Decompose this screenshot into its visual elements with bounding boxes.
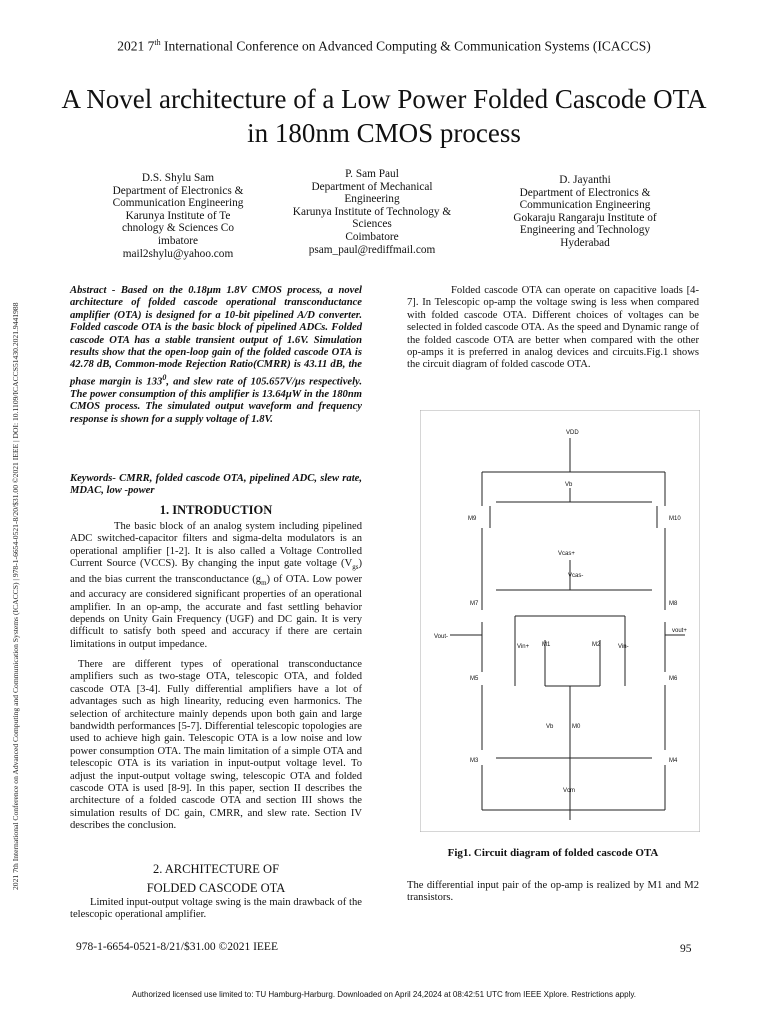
author-name: D.S. Shylu Sam (141, 172, 215, 184)
label-m8: M8 (669, 601, 678, 607)
label-vcas-minus: Vcas- (568, 573, 584, 579)
label-m4: M4 (669, 758, 678, 764)
author-affiliation-line: Department of Mechanical (311, 180, 433, 193)
right-paragraph-1: Folded cascode OTA can operate on capacitive loads [4-7]. In Telescopic op-amp the voltage swing is less when compared with folded cascode OTA. Different choices of voltages can be selected in folded cascode OTA. As the speed and Dynamic range of the folded cascode OTA are better when compared with the other op-amps it is preferred in analog devices and circuits.Fig.1 shows the circuit diagram of folded cascode OTA. (407, 285, 699, 371)
author-affiliation-line: Hyderabad (560, 236, 610, 249)
license-notice: Authorized licensed use limited to: TU Hamburg-Harburg. Downloaded on April 24,2024 at 08:42:51 UTC from IEEE Xplore. Restrictions apply. (132, 990, 636, 999)
author-email: psam_paul@rediffmail.com (308, 243, 436, 256)
circuit-diagram (420, 410, 700, 832)
label-m6: M6 (669, 676, 678, 682)
label-vcm: Vcm (563, 788, 575, 794)
section-heading-line: 2. ARCHITECTURE OF (152, 862, 280, 876)
author-name: P. Sam Paul (345, 168, 399, 180)
author-affiliation-line: Engineering (344, 193, 400, 206)
side-identifier: 2021 7th International Conference on Advanced Computing and Communication Systems (ICACCS) | 978-1-6654-0521-8/20/$31.00 ©2021 IEEE | DOI: 10.1109/ICACCS51430.2021.9441988 (11, 302, 20, 890)
label-vin-minus: Vin- (618, 644, 629, 650)
label-m0: M0 (572, 724, 581, 730)
label-m10: M10 (669, 516, 681, 522)
paper-title: A Novel architecture of a Low Power Folded Cascode OTA in 180nm CMOS process (61, 84, 707, 148)
label-vout-minus: Vout- (434, 634, 449, 640)
author-affiliation-line: imbatore (157, 234, 199, 247)
label-m2: M2 (592, 642, 601, 648)
author-email: mail2shylu@yahoo.com (122, 247, 234, 260)
architecture-paragraph: Limited input-output voltage swing is the main drawback of the telescopic operational amplifier. (70, 897, 362, 921)
author-affiliation-line: Department of Electronics & (112, 184, 244, 197)
author-block-3 (486, 174, 684, 250)
label-vout-plus: vout+ (672, 628, 687, 634)
label-vcas-plus: Vcas+ (558, 551, 575, 557)
footer-copyright: 978-1-6654-0521-8/21/$31.00 ©2021 IEEE (76, 941, 278, 953)
intro-paragraph-2: There are different types of operational transconductance amplifiers such as two-stage OTA, telescopic OTA, and folded cascode OTA [3-4]. Fully differential amplifiers have a lot of advantages such as high linearity, reducing even harmonics. The selection of architecture mainly depends upon both gain and large bandwidth performances [5-7]. Differential telescopic topologies are used to achieve high gain. Telescopic OTA is a low noise and low power consumption OTA. The main limitation of a simple OTA and telescopic OTA is its variation in input-output voltage level. To adjust the input-output voltage swing, telescopic OTA and folded cascode OTA is used [8-9]. In this paper, section II describes the architecture of a folded cascode OTA and section III shows the simulation results of DC gain, CMRR, and slew rate. Section IV describes the conclusion. (70, 659, 362, 832)
label-vb: Vb (565, 482, 573, 488)
right-paragraph-2: The differential input pair of the op-amp is realized by M1 and M2 transistors. (407, 880, 699, 904)
circuit-wires (450, 438, 685, 820)
author-name: D. Jayanthi (559, 174, 611, 186)
author-affiliation-line: Communication Engineering (519, 199, 651, 212)
section-heading-introduction: 1. INTRODUCTION (159, 503, 273, 517)
label-m1: M1 (542, 642, 551, 648)
label-m9: M9 (468, 516, 477, 522)
label-m7: M7 (470, 601, 479, 607)
keywords: Keywords- CMRR, folded cascode OTA, pipelined ADC, slew rate, MDAC, low -power (70, 473, 362, 497)
section-heading-architecture (70, 860, 362, 898)
page-number: 95 (680, 943, 692, 955)
label-m3: M3 (470, 758, 479, 764)
label-m5: M5 (470, 676, 479, 682)
author-affiliation-line: Engineering and Technology (519, 224, 651, 237)
author-affiliation-line: Coimbatore (345, 230, 399, 243)
abstract: Abstract - Based on the 0.18μm 1.8V CMOS process, a novel architecture of folded cascode operational transconductance amplifier (OTA) is designed for a 10-bit pipelined A/D converter. Folded cascode OTA is the basic block of pipelined ADCs. Folded cascode OTA has a stable transient output of 1.6V. Simulation results show that the open-loop gain of the folded cascode OTA is 42.78 dB, Common-mode Rejection Ratio(CMRR) is 43.11 dB, the phase margin is $133^0$, and slew rate of 105.657V/μs respectively. The power consumption of this amplifier is 13.64μW in the 180nm CMOS process. The simulated output waveform and frequency response is shown for a supply voltage of 1.8V. (70, 285, 362, 425)
author-affiliation-line: Department of Electronics & (519, 186, 651, 199)
author-affiliation-line: Gokaraju Rangaraju Institute of (513, 211, 657, 224)
author-affiliation-line: Karunya Institute of Technology & (292, 205, 452, 218)
label-vb0: Vb (546, 724, 554, 730)
section-heading-line: FOLDED CASCODE OTA (146, 881, 286, 895)
author-affiliation-line: Sciences (352, 218, 392, 231)
author-block-1 (98, 172, 258, 260)
figure-frame (420, 410, 700, 832)
circuit-labels (434, 430, 687, 794)
figure-caption: Fig1. Circuit diagram of folded cascode OTA (447, 847, 659, 859)
intro-paragraph-1: The basic block of an analog system including pipelined ADC switched-capacitor filters and sigma-delta modulators is an operational amplifier [1-2]. It is also called a Voltage Controlled Current Source (VCCS). By changing the input gate voltage $(V_{gs})$ and the bias current the transconductance $(g_m)$ of OTA. Low power and accuracy are considered significant properties of an operational amplifier. In an op-amp, the accurate and fast settling behavior depends on Unity Gain Frequency (UGF) and DC gain. It is very difficult to satisfy both speed and accuracy if there are certain limitations in output impedance. (70, 521, 362, 650)
author-affiliation-line: Communication Engineering (112, 197, 244, 210)
author-affiliation-line: Karunya Institute of Te (125, 209, 231, 222)
author-block-2 (280, 168, 464, 256)
label-vdd: VDD (566, 430, 579, 436)
conference-header: 2021 7th International Conference on Advanced Computing & Communication Systems (ICACCS) (117, 38, 651, 54)
label-vin-plus: Vin+ (517, 644, 530, 650)
author-affiliation-line: chnology & Sciences Co (121, 222, 234, 235)
